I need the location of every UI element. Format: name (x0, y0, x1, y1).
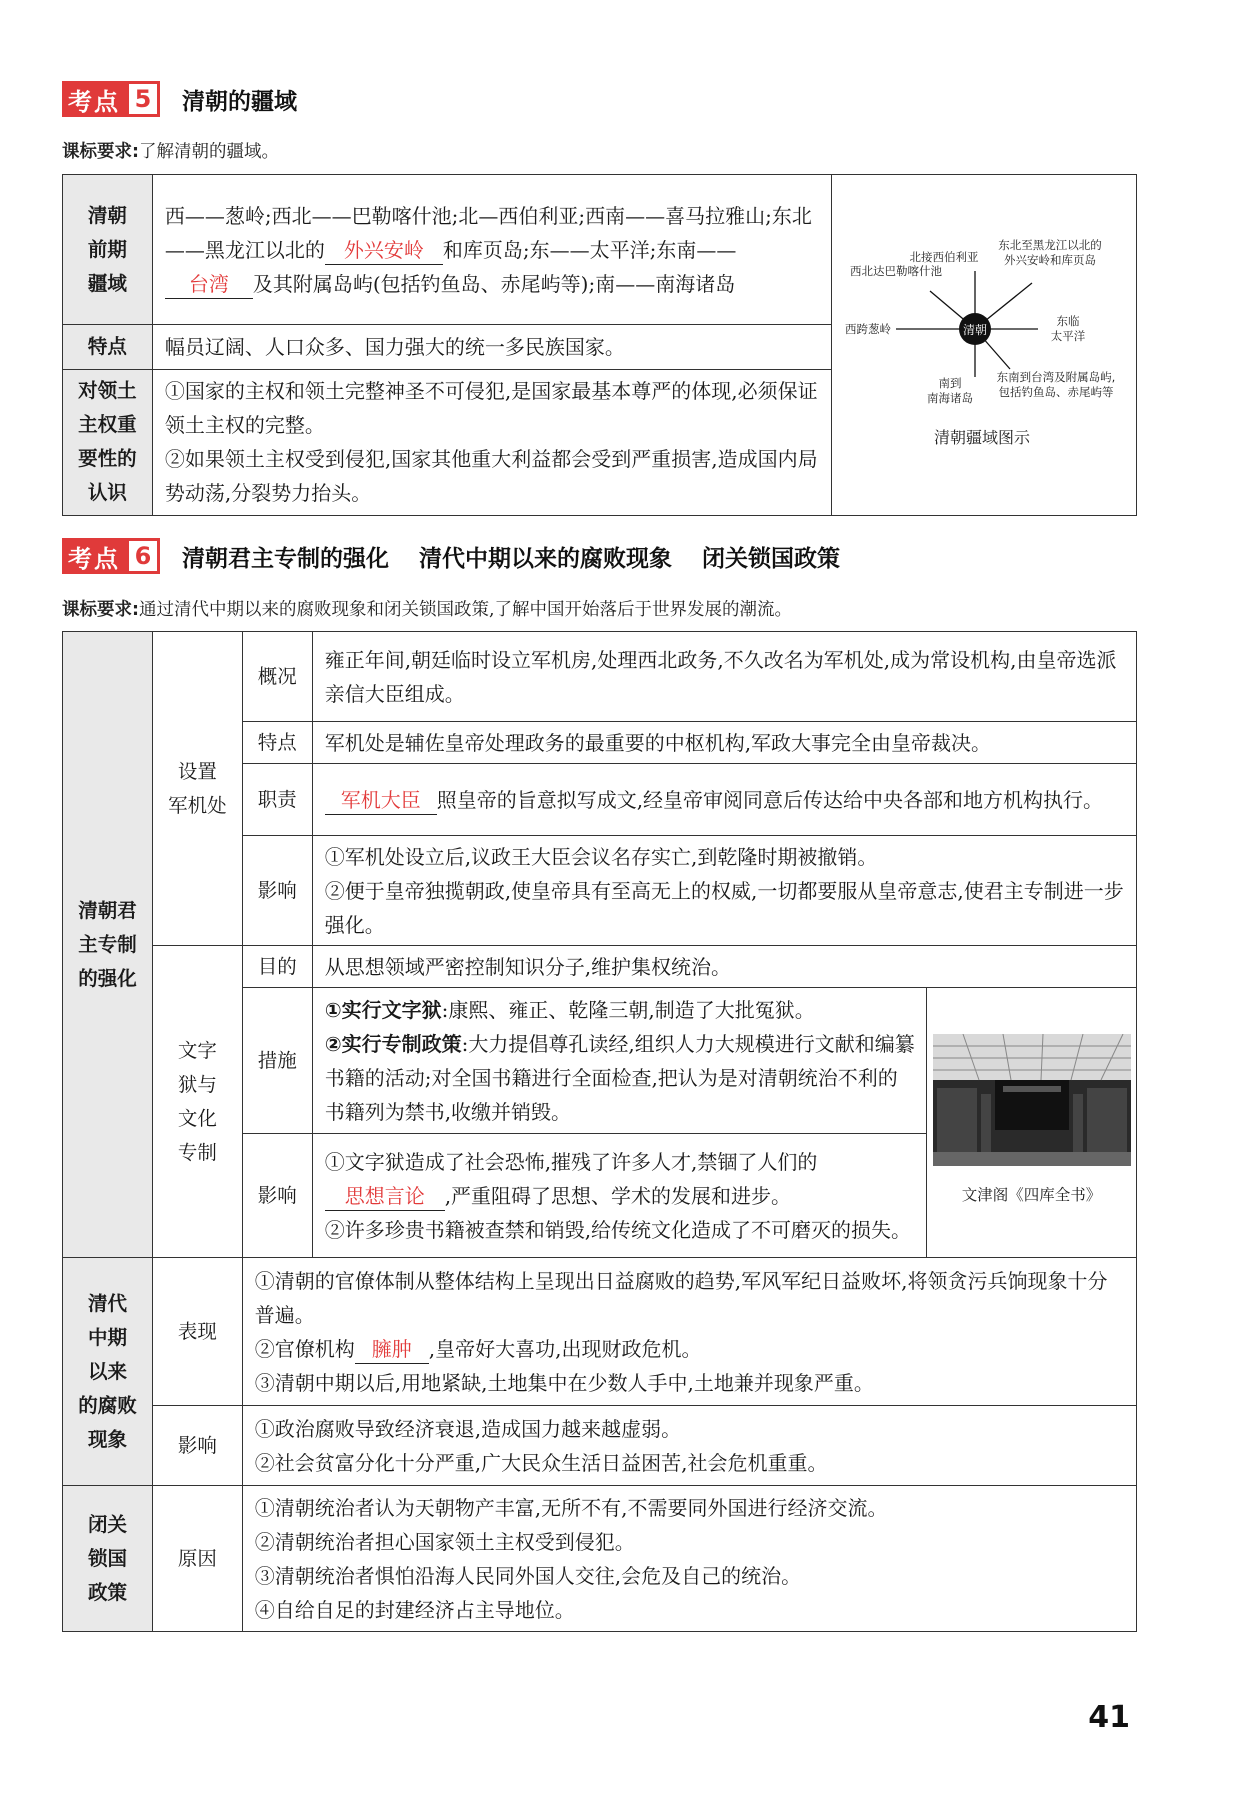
head-line: 以来 (87, 1359, 127, 1383)
reason-item: ①清朝统治者认为天朝物产丰富,无所不有,不需要同外国进行经济交流。 (254, 1495, 888, 1520)
section6-title-1: 清朝君主专制的强化 (182, 545, 389, 572)
label-reason: 原因 (152, 1486, 242, 1632)
head-line: 狱与 (177, 1072, 217, 1096)
label-feature: 特点 (242, 722, 312, 764)
section6-tag-label: 考点 (62, 538, 126, 574)
label-north: 北接西伯利亚 (909, 250, 979, 264)
label-overview: 概况 (242, 632, 312, 722)
siku-photo (933, 1034, 1131, 1166)
measure-item (325, 1027, 916, 1129)
wenziyu-purpose: 从思想领域严密控制知识分子,维护集权统治。 (312, 946, 1136, 988)
impact-item: ②便于皇帝独揽朝政,使皇帝具有至高无上的权威,一切都要服从皇帝意志,使君主专制进一步强化。 (324, 878, 1124, 937)
section6-header (62, 537, 840, 575)
section6-tag (62, 538, 160, 574)
territory-diagram (832, 175, 1132, 505)
manifestation-item: ③清朝中期以后,用地紧缺,土地集中在少数人手中,土地兼并现象严重。 (254, 1370, 874, 1395)
head-line: 政策 (87, 1580, 127, 1604)
corruption-impact (242, 1406, 1136, 1486)
manifestation-item: ①清朝的官僚体制从整体结构上呈现出日益腐败的趋势,军风军纪日益败坏,将领贪污兵饷现象十分普遍。 (254, 1268, 1108, 1327)
answer-blank-yongzhong: 臃肿 (355, 1335, 429, 1364)
impact-text-b: ,严重阻碍了思想、学术的发展和进步。 (444, 1183, 792, 1208)
label-southeast-1: 东南到台湾及附属岛屿, (996, 370, 1116, 384)
sovereignty-text (152, 369, 831, 515)
measure-item-text: :大力提倡尊孔读经,组织人力大规模进行文献和编纂书籍的活动;对全国书籍进行全面检查,把认为是对清朝统治不利的书籍列为禁书,收缴并销毁。 (324, 1031, 915, 1124)
section5-tag (62, 81, 160, 117)
page-number: 41 (1088, 1700, 1130, 1735)
head-line: 中期 (87, 1325, 127, 1349)
label-south-1: 南到 (938, 376, 962, 390)
head-line: 主权重 (78, 413, 137, 437)
section6-title-2: 清代中期以来的腐败现象 (419, 545, 672, 572)
row-head-feature: 特点 (63, 325, 153, 370)
sovereignty-item: ①国家的主权和领土完整神圣不可侵犯,是国家最基本尊严的体现,必须保证领土主权的完整。 (164, 379, 818, 438)
label-southeast-2: 包括钓鱼岛、赤尾屿等 (998, 385, 1114, 399)
territory-diagram-cell (831, 175, 1136, 516)
head-line: 疆域 (87, 271, 127, 295)
manifestation-text-b: ,皇帝好大喜功,出现财政危机。 (428, 1336, 702, 1361)
section5-requirement-text: 了解清朝的疆域。 (139, 142, 279, 162)
answer-blank-junjidachen: 军机大臣 (325, 786, 437, 815)
row-head-sovereignty (63, 369, 153, 515)
impact-text-a: ①文字狱造成了社会恐怖,摧残了许多人才,禁锢了人们的 (324, 1149, 818, 1174)
measure-item-bold: ①实行文字狱 (324, 997, 442, 1022)
impact-item: ②许多珍贵书籍被查禁和销毁,给传统文化造成了不可磨灭的损失。 (324, 1217, 912, 1242)
measure-item-bold: ②实行专制政策 (324, 1031, 462, 1056)
junjichu-duty (312, 764, 1136, 836)
head-line: 锁国 (87, 1546, 127, 1570)
center-label: 清朝 (962, 323, 987, 337)
junjichu-feature: 军机处是辅佐皇帝处理政务的最重要的中枢机构,军政大事完全由皇帝裁决。 (312, 722, 1136, 764)
junjichu-overview: 雍正年间,朝廷临时设立军机房,处理西北政务,不久改名为军机处,成为常设机构,由皇帝选派亲信大臣组成。 (312, 632, 1136, 722)
label-manifestation: 表现 (152, 1258, 242, 1406)
label-east-1: 东临 (1056, 314, 1080, 328)
section6-requirement-text: 通过清代中期以来的腐败现象和闭关锁国政策,了解中国开始落后于世界发展的潮流。 (139, 600, 793, 620)
section6-title-3: 闭关锁国政策 (702, 545, 840, 572)
head-line: 闭关 (87, 1512, 127, 1536)
group-head-autocracy (63, 632, 153, 1258)
section5-requirement-label: 课标要求: (62, 142, 139, 162)
section6-requirement (62, 596, 792, 621)
head-line: 的强化 (78, 966, 137, 990)
closed-door-reasons (242, 1486, 1136, 1632)
reason-item: ④自给自足的封建经济占主导地位。 (254, 1597, 575, 1622)
label-east-2: 太平洋 (1050, 329, 1086, 343)
head-line: 清代 (87, 1291, 127, 1315)
reason-item: ③清朝统治者惧怕沿海人民同外国人交往,会危及自己的统治。 (254, 1563, 802, 1588)
head-line: 设置 (177, 759, 217, 783)
wenziyu-impact (312, 1134, 926, 1258)
sovereignty-item: ②如果领土主权受到侵犯,国家其他重大利益都会受到严重损害,造成国内局势动荡,分裂势力抬头。 (164, 447, 818, 506)
label-northeast-2: 外兴安岭和库页岛 (1003, 253, 1096, 267)
section5-requirement (62, 138, 279, 163)
subhead-wenziyu (152, 946, 242, 1258)
section5-tag-number: 5 (126, 81, 160, 117)
head-line: 认识 (87, 481, 127, 505)
photo-cell (927, 988, 1137, 1258)
section6-requirement-label: 课标要求: (62, 600, 139, 620)
photo-caption: 文津阁《四库全书》 (961, 1185, 1102, 1204)
section6-tag-number: 6 (126, 538, 160, 574)
manifestation-item (255, 1332, 1126, 1366)
territory-text-b: 和库页岛;东——太平洋;东南—— (442, 237, 737, 262)
row-head-territory (63, 175, 153, 325)
reason-item: ②清朝统治者担心国家领土主权受到侵犯。 (254, 1529, 635, 1554)
territory-text-c: 及其附属岛屿(包括钓鱼岛、赤尾屿等);南——南海诸岛 (252, 271, 736, 296)
head-line: 清朝 (87, 203, 127, 227)
head-line: 对领土 (78, 379, 137, 403)
group-head-closed-door (63, 1486, 153, 1632)
head-line: 主专制 (78, 932, 137, 956)
head-line: 文化 (177, 1106, 217, 1130)
impact-item: ②社会贫富分化十分严重,广大民众生活日益困苦,社会危机重重。 (254, 1450, 828, 1475)
section6-table (62, 631, 1137, 1632)
impact-item: ①军机处设立后,议政王大臣会议名存实亡,到乾隆时期被撤销。 (324, 844, 878, 869)
diagram-caption: 清朝疆域图示 (933, 428, 1030, 447)
head-line: 要性的 (78, 447, 137, 471)
label-northeast-1: 东北至黑龙江以北的 (998, 238, 1102, 252)
head-line: 现象 (87, 1427, 127, 1451)
head-line: 的腐败 (78, 1393, 137, 1417)
label-impact: 影响 (152, 1406, 242, 1486)
label-northwest: 西北达巴勒喀什池 (849, 264, 942, 278)
territory-text (152, 175, 831, 325)
measure-item (325, 993, 916, 1027)
label-south-2: 南海诸岛 (926, 391, 973, 405)
section5-header (62, 80, 297, 118)
label-west: 西跨葱岭 (844, 322, 891, 336)
manifestation-text-a: ②官僚机构 (254, 1336, 355, 1361)
territory-text-a: 西——葱岭;西北——巴勒喀什池;北—西伯利亚;西南——喜马拉雅山;东北——黑龙江以北的 (164, 203, 812, 262)
measure-item-text: :康熙、雍正、乾隆三朝,制造了大批冤狱。 (441, 997, 815, 1022)
answer-blank-sixiangyanlun: 思想言论 (325, 1182, 445, 1211)
section5-tag-label: 考点 (62, 81, 126, 117)
answer-blank-waixinganling: 外兴安岭 (325, 236, 443, 265)
head-line: 前期 (87, 237, 127, 261)
label-impact: 影响 (242, 1134, 312, 1258)
answer-blank-taiwan: 台湾 (165, 270, 253, 299)
group-head-corruption (63, 1258, 153, 1486)
junjichu-impact (312, 836, 1136, 946)
wenziyu-measures (312, 988, 926, 1134)
label-duty: 职责 (242, 764, 312, 836)
head-line: 专制 (177, 1140, 217, 1164)
impact-item: ①政治腐败导致经济衰退,造成国力越来越虚弱。 (254, 1416, 682, 1441)
section5-title: 清朝的疆域 (182, 88, 297, 115)
subhead-junjichu (152, 632, 242, 946)
head-line: 文字 (177, 1038, 217, 1062)
label-measures: 措施 (242, 988, 312, 1134)
section5-table (62, 174, 1137, 516)
section6-title (182, 540, 840, 573)
head-line: 军机处 (168, 793, 227, 817)
corruption-manifestation (242, 1258, 1136, 1406)
feature-text: 幅员辽阔、人口众多、国力强大的统一多民族国家。 (152, 325, 831, 370)
junjichu-duty-text: 照皇帝的旨意拟写成文,经皇帝审阅同意后传达给中央各部和地方机构执行。 (436, 787, 1104, 812)
head-line: 清朝君 (78, 898, 137, 922)
label-impact: 影响 (242, 836, 312, 946)
label-purpose: 目的 (242, 946, 312, 988)
impact-item (325, 1145, 916, 1213)
